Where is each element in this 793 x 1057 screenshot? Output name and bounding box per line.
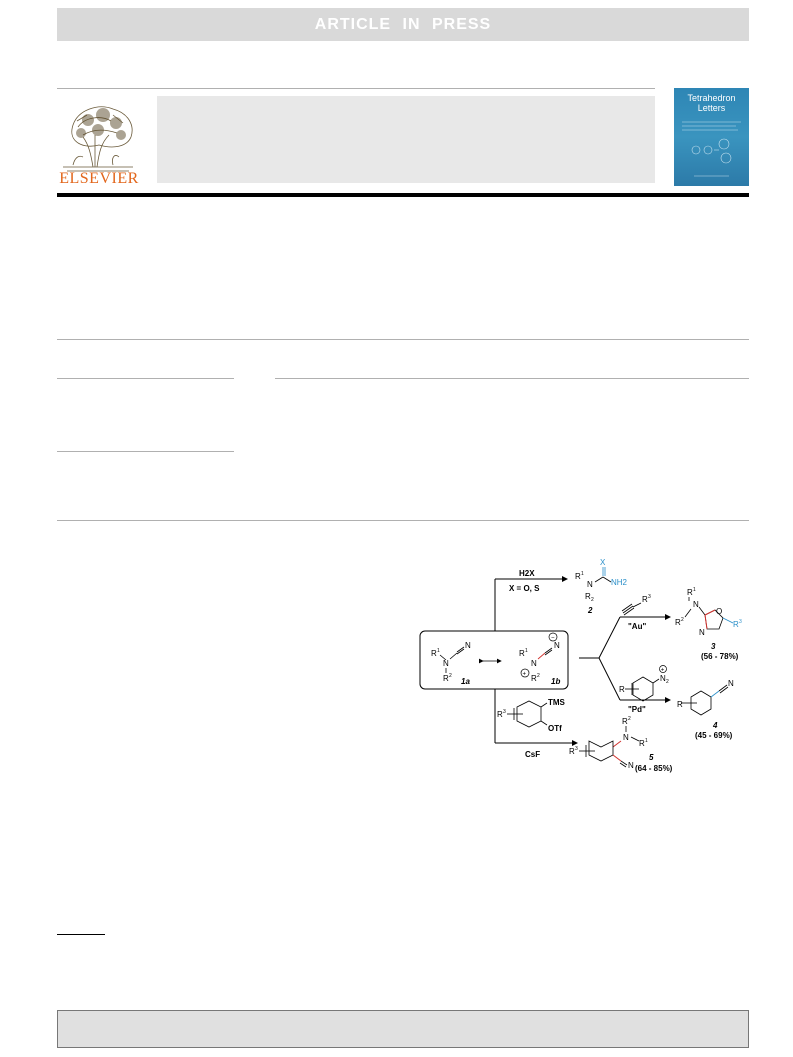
header-thick-rule	[57, 193, 749, 197]
elsevier-wordmark: ELSEVIER	[59, 170, 139, 187]
svg-text:2: 2	[537, 673, 540, 679]
svg-text:R: R	[619, 685, 625, 694]
footnote-separator	[57, 934, 105, 935]
svg-text:2: 2	[666, 679, 669, 685]
article-in-press-banner	[57, 8, 749, 41]
svg-text:1: 1	[581, 571, 584, 577]
svg-text:3: 3	[575, 746, 578, 752]
article-info-top-rule	[57, 339, 749, 340]
svg-text:N: N	[728, 679, 734, 688]
label-1a: 1a	[461, 677, 470, 686]
otf-label: OTf	[548, 724, 562, 733]
svg-text:R: R	[431, 649, 437, 658]
product5-label: 5	[649, 753, 654, 762]
svg-text:3: 3	[739, 619, 742, 625]
svg-text:R: R	[677, 700, 683, 709]
article-info-left-rule	[57, 378, 234, 379]
product2-nh2: NH2	[611, 578, 628, 587]
diazonium-reagent	[619, 666, 669, 702]
svg-text:N: N	[554, 641, 560, 650]
product4-label: 4	[713, 721, 718, 730]
svg-text:1: 1	[645, 738, 648, 744]
svg-text:N: N	[693, 600, 699, 609]
product5-yield: (64 - 85%)	[635, 764, 673, 773]
au-label: "Au"	[628, 622, 647, 631]
journal-cover-thumbnail	[674, 88, 749, 186]
banner-text: ARTICLE IN PRESS	[314, 15, 492, 33]
svg-text:R: R	[519, 649, 525, 658]
svg-text:1: 1	[525, 648, 528, 654]
svg-text:N: N	[587, 580, 593, 589]
svg-text:−: −	[551, 635, 555, 642]
svg-text:N: N	[628, 761, 634, 770]
svg-text:R: R	[687, 588, 693, 597]
aryne-precursor	[497, 698, 566, 733]
cover-title-line2: Letters	[697, 103, 726, 113]
pd-label: "Pd"	[628, 705, 646, 714]
svg-text:R: R	[497, 710, 503, 719]
product2-x: X	[600, 558, 606, 567]
svg-text:R: R	[675, 618, 681, 627]
csf-label: CsF	[525, 750, 541, 759]
cover-title-line1: Tetrahedron	[687, 93, 736, 103]
tms-label: TMS	[548, 698, 565, 707]
product-4-benzonitrile	[677, 679, 734, 740]
header-top-rule	[57, 88, 655, 89]
product-5-structure	[569, 716, 673, 773]
product3-label: 3	[711, 642, 716, 651]
svg-text:O: O	[716, 607, 723, 616]
svg-text:N: N	[699, 628, 705, 637]
svg-text:R: R	[575, 572, 581, 581]
product-3-oxazole	[675, 587, 742, 661]
citation-footer-box	[57, 1010, 749, 1048]
svg-text:R: R	[443, 674, 449, 683]
svg-text:+: +	[522, 671, 527, 678]
journal-info-box	[157, 96, 655, 183]
svg-text:R: R	[569, 747, 575, 756]
svg-text:3: 3	[503, 709, 506, 715]
reaction-scheme-figure	[415, 555, 755, 790]
product2-label: 2	[588, 606, 593, 615]
svg-text:R: R	[733, 620, 739, 629]
svg-text:2: 2	[628, 716, 631, 722]
svg-text:2: 2	[449, 673, 452, 679]
svg-text:N: N	[443, 659, 449, 668]
condition-x-os: X = O, S	[509, 584, 540, 593]
svg-text:1: 1	[437, 648, 440, 654]
svg-text:1: 1	[693, 587, 696, 593]
svg-text:R: R	[585, 592, 591, 601]
svg-text:N: N	[531, 659, 537, 668]
svg-text:2: 2	[681, 617, 684, 623]
branch-lower	[599, 658, 620, 700]
svg-text:R: R	[622, 717, 628, 726]
svg-text:3: 3	[648, 594, 651, 600]
svg-text:R: R	[531, 674, 537, 683]
abstract-bottom-rule	[57, 520, 749, 521]
abstract-rule	[275, 378, 749, 379]
alkyne-reagent	[622, 594, 651, 615]
svg-text:+: +	[660, 667, 665, 674]
product-2-structure	[575, 558, 628, 615]
cover-graphic	[674, 88, 749, 186]
branch-upper	[599, 617, 620, 658]
svg-text:N: N	[623, 733, 629, 742]
label-1b: 1b	[551, 677, 561, 686]
svg-text:2: 2	[591, 597, 594, 603]
cyanamide-box	[420, 631, 568, 689]
product3-yield: (56 - 78%)	[701, 652, 739, 661]
keywords-rule	[57, 451, 234, 452]
svg-text:N: N	[465, 641, 471, 650]
svg-text:R: R	[642, 595, 648, 604]
svg-text:N: N	[660, 674, 666, 683]
product4-yield: (45 - 69%)	[695, 731, 733, 740]
svg-text:R: R	[639, 739, 645, 748]
reagent-h2x: H2X	[519, 569, 535, 578]
